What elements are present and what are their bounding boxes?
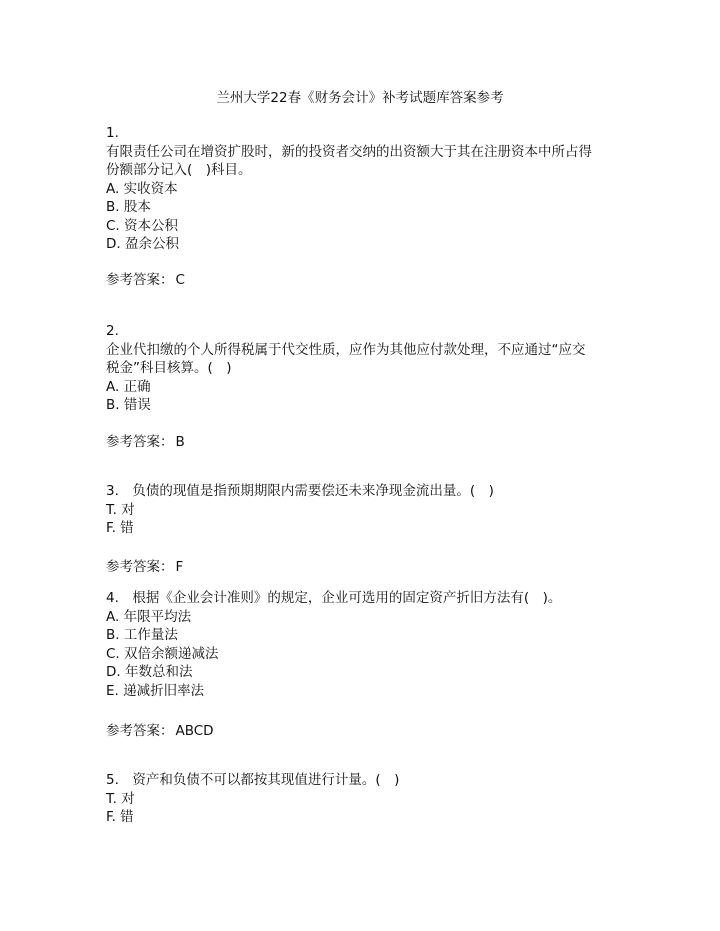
answer-label: 参考答案： bbox=[106, 272, 174, 288]
option-b: B. 工作量法 bbox=[106, 627, 178, 643]
option-a: A. 年限平均法 bbox=[106, 608, 192, 625]
option-f: F. 错 bbox=[106, 520, 134, 536]
option-b: B. 股本 bbox=[106, 199, 151, 215]
question-text: 企业代扣缴的个人所得税属于代交性质，应作为其他应付款处理，不应通过“应交 bbox=[106, 341, 586, 358]
question-text: 3. 负债的现值是指预期期限内需要偿还未来净现金流出量。( ) bbox=[106, 483, 494, 499]
answer-label: 参考答案： bbox=[106, 559, 174, 575]
question-text: 税金”科目核算。( ) bbox=[106, 360, 232, 376]
option-c: C. 资本公积 bbox=[106, 217, 179, 234]
answer-value: ABCD bbox=[175, 723, 214, 739]
option-d: D. 年数总和法 bbox=[106, 664, 193, 680]
answer-value: C bbox=[175, 272, 185, 288]
option-t: T. 对 bbox=[106, 790, 135, 807]
answer-label: 参考答案： bbox=[106, 434, 174, 450]
question-number: 1. bbox=[106, 125, 119, 141]
answer-3 bbox=[106, 555, 183, 575]
question-4 bbox=[106, 589, 626, 700]
answer-value: B bbox=[175, 434, 185, 450]
option-t: T. 对 bbox=[106, 501, 135, 518]
document-title: 兰州大学22春《财务会计》补考试题库答案参考 bbox=[216, 90, 504, 106]
option-c: C. 双倍余额递减法 bbox=[106, 645, 219, 662]
question-text: 5. 资产和负债不可以都按其现值进行计量。( ) bbox=[106, 772, 400, 788]
question-text: 4. 根据《企业会计准则》的规定，企业可选用的固定资产折旧方法有( )。 bbox=[106, 590, 562, 606]
question-text: 有限责任公司在增资扩股时，新的投资者交纳的出资额大于其在注册资本中所占得 bbox=[106, 143, 592, 160]
option-f: F. 错 bbox=[106, 809, 134, 825]
option-e: E. 递减折旧率法 bbox=[106, 682, 205, 699]
option-a: A. 实收资本 bbox=[106, 180, 178, 197]
question-5 bbox=[106, 771, 626, 827]
question-text: 份额部分记入( )科目。 bbox=[106, 162, 252, 178]
answer-1 bbox=[106, 268, 185, 288]
answer-label: 参考答案： bbox=[106, 723, 174, 739]
option-d: D. 盈余公积 bbox=[106, 236, 179, 252]
question-1 bbox=[106, 124, 626, 254]
question-number: 2. bbox=[106, 323, 119, 339]
answer-2 bbox=[106, 430, 185, 450]
answer-value: F bbox=[175, 559, 184, 575]
option-a: A. 正确 bbox=[106, 378, 151, 395]
question-3 bbox=[106, 482, 626, 538]
question-2 bbox=[106, 322, 626, 415]
option-b: B. 错误 bbox=[106, 397, 151, 413]
answer-4 bbox=[106, 719, 214, 739]
